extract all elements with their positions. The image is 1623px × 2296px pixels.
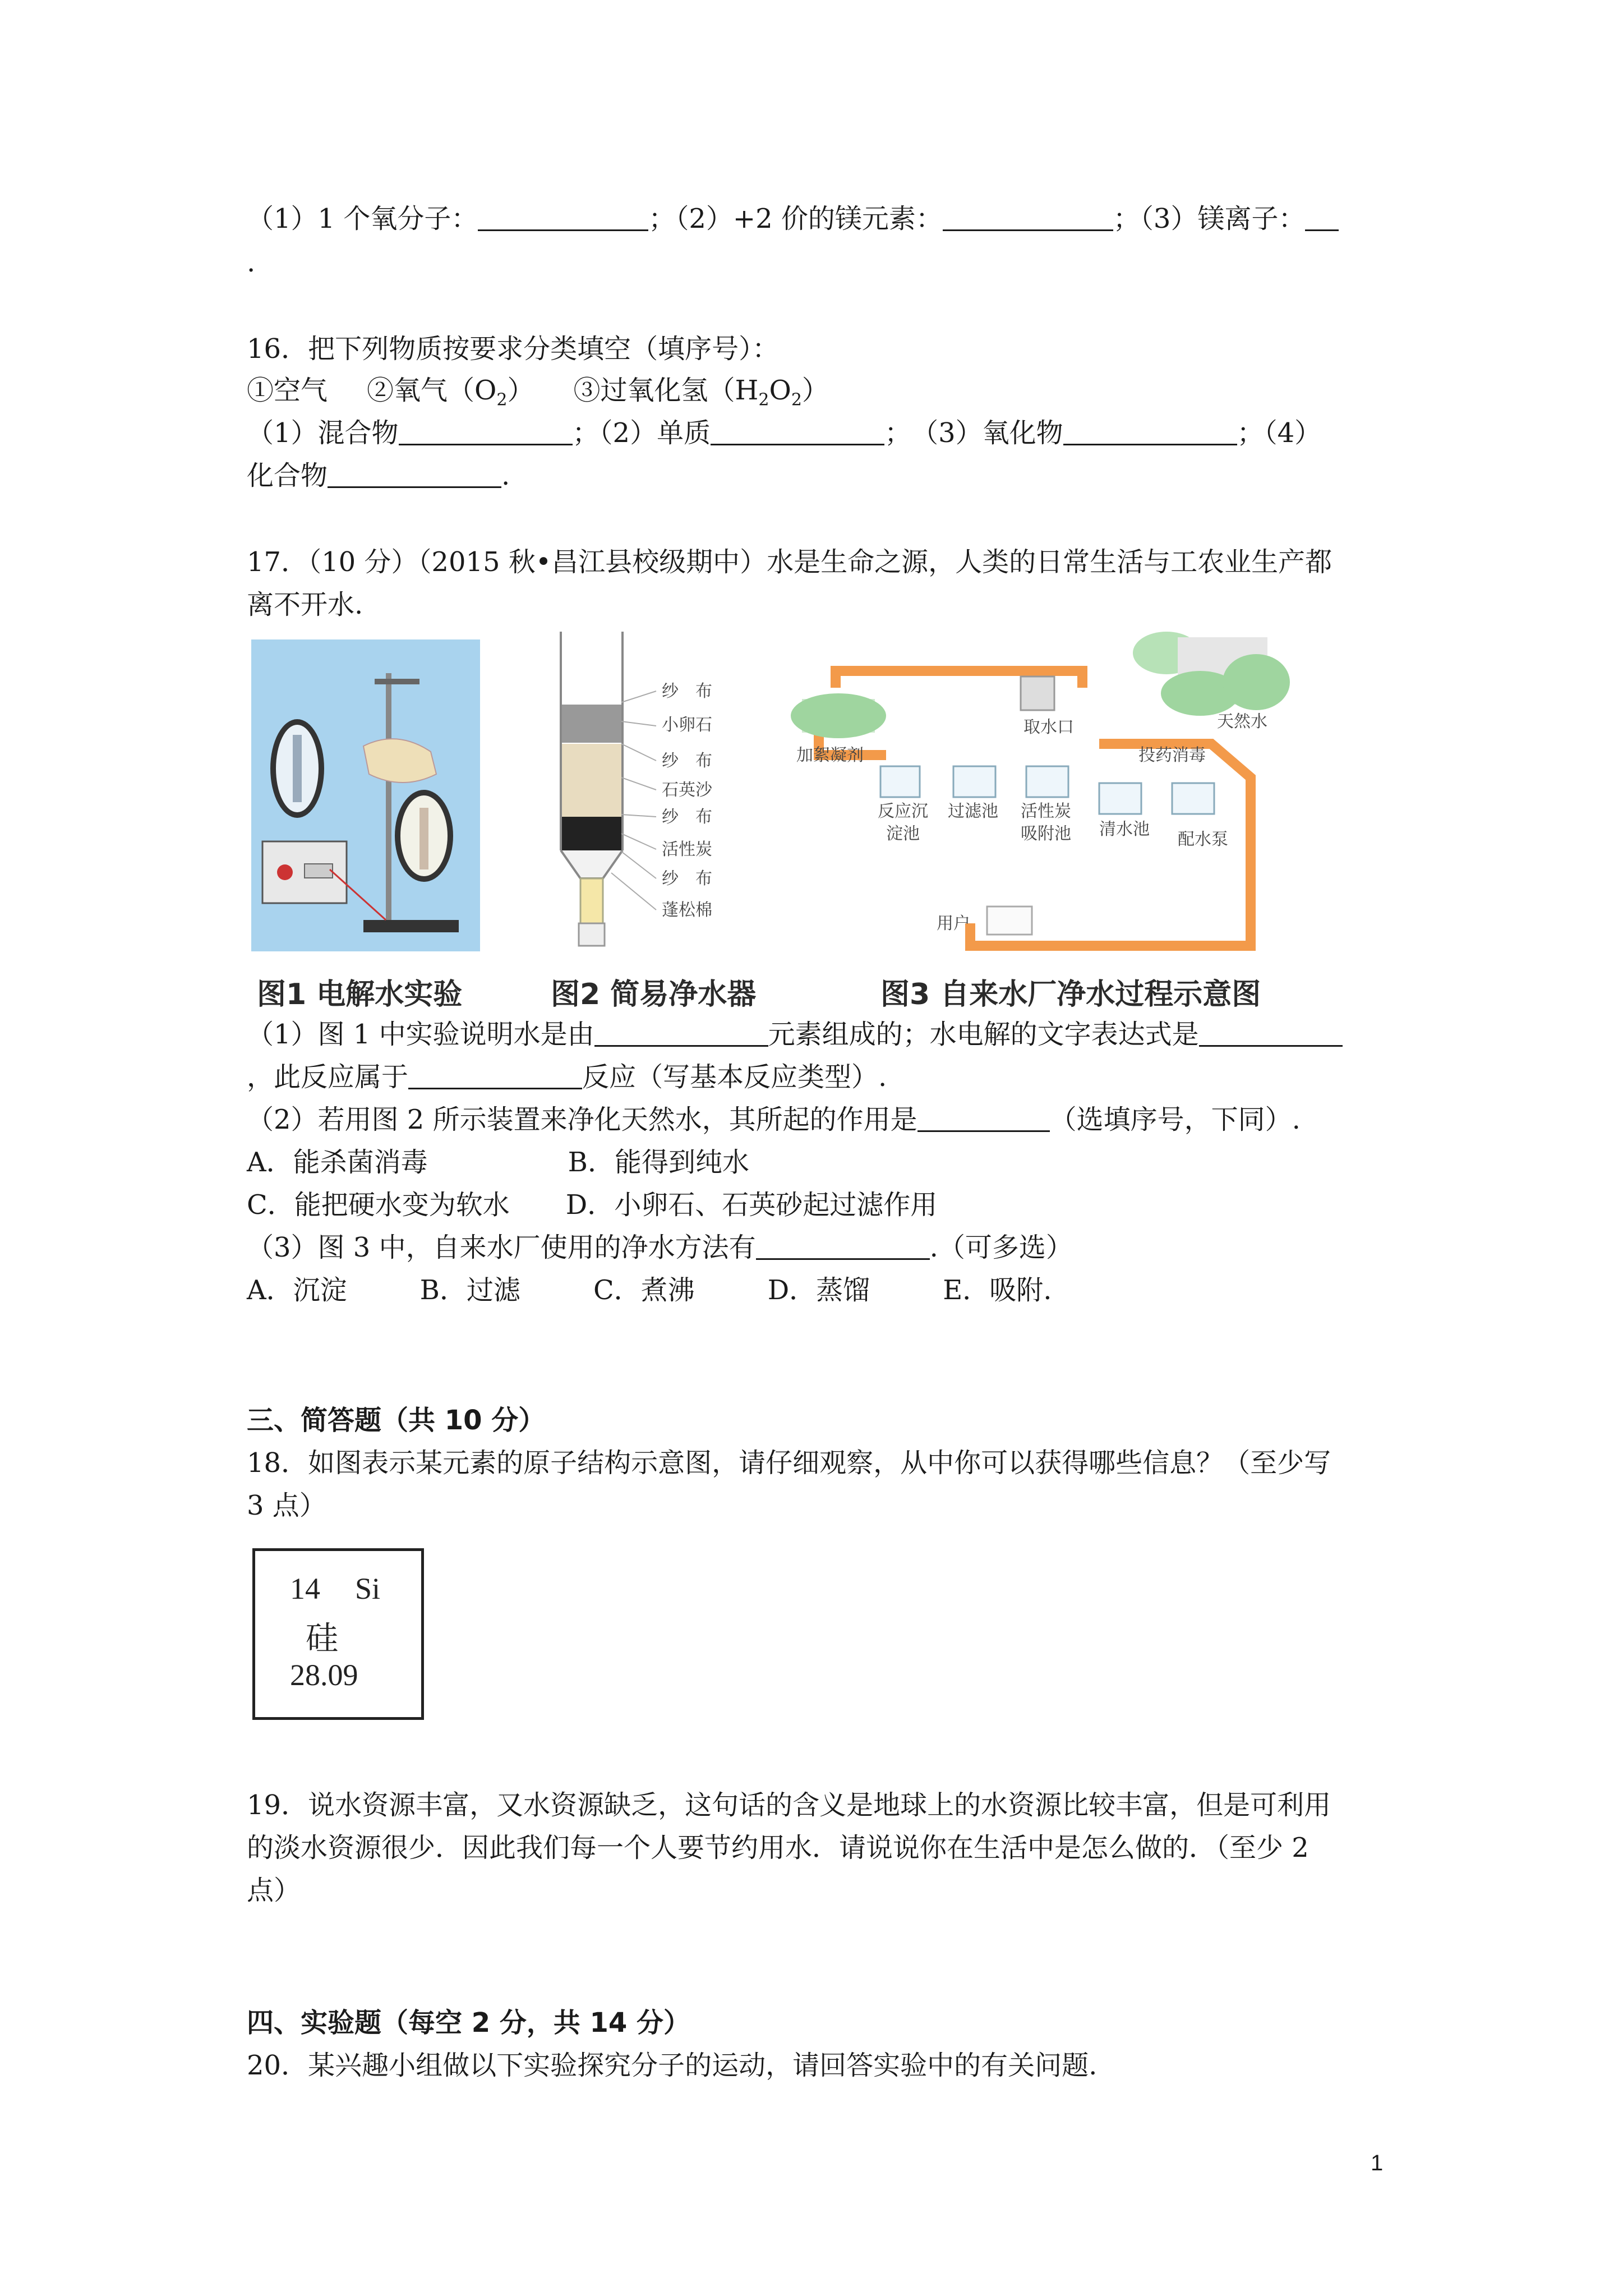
q16-blanks-line2: 化合物 . (247, 460, 510, 491)
waterworks-label: 取水口 (1023, 717, 1074, 737)
atomic-number: 14 (290, 1572, 320, 1605)
waterworks-label: 活性炭 (1021, 802, 1071, 821)
purifier-label: 纱 布 (662, 807, 712, 827)
substance-h2o2: ③过氧化氢$(H_2O_2)$ (573, 375, 829, 410)
q18-stem: 18．如图表示某元素的原子结构示意图，请仔细观察，从中你可以获得哪些信息？（至少写 (247, 1447, 1331, 1479)
waterworks-label: 用户 (937, 914, 970, 933)
waterworks-label: 天然水 (1217, 712, 1267, 731)
purifier-label: 蓬松棉 (662, 900, 712, 920)
element-name: 硅 (306, 1619, 339, 1657)
answer-blank[interactable] (1305, 205, 1339, 231)
answer-blank[interactable] (917, 1106, 1050, 1132)
answer-blank[interactable] (756, 1234, 930, 1260)
answer-blank[interactable] (1063, 419, 1237, 445)
waterworks-label: 投药消毒 (1138, 746, 1206, 765)
purifier-label: 纱 布 (662, 751, 712, 771)
q17-options-row2 (247, 1187, 937, 1223)
substance-air: ①空气 (247, 375, 328, 406)
answer-blank[interactable] (478, 205, 648, 231)
answer-blank[interactable] (408, 1063, 582, 1089)
q17-part3: （3）图 3 中，自来水厂使用的净水方法有 .（可多选） (247, 1232, 1073, 1263)
answer-blank[interactable] (1199, 1020, 1343, 1047)
waterworks-label: 加絮凝剂 (796, 746, 864, 765)
q17-stem2: 离不开水. (247, 589, 363, 620)
waterworks-label: 配水泵 (1178, 830, 1228, 849)
fig1-caption: 图1 电解水实验 (257, 978, 463, 1011)
purifier-label: 小卵石 (662, 715, 712, 735)
answer-blank[interactable] (399, 419, 573, 445)
q15-line-end: . (247, 247, 256, 278)
waterworks-label: 吸附池 (1021, 824, 1071, 844)
option-d: D．小卵石、石英砂起过滤作用 (565, 1189, 938, 1221)
element-symbol: Si (355, 1572, 381, 1605)
purifier-label: 纱 布 (662, 869, 712, 889)
page-number: 1 (1371, 2151, 1384, 2175)
fig2-caption: 图2 简易净水器 (551, 978, 757, 1011)
q17-stem: 17．（10 分）（2015 秋•昌江县校级期中）水是生命之源，人类的日常生活与工农业生产都 (247, 546, 1332, 578)
q15-part2: ；（2）+2 价的镁元素： (648, 203, 943, 234)
fig3-caption: 图3 自来水厂净水过程示意图 (880, 978, 1261, 1011)
q16-blanks-line: （1）混合物 ；（2）单质 ； （3）氧化物 ；（4） (247, 417, 1322, 449)
q17-options-row1 (247, 1144, 749, 1180)
waterworks-label: 淀池 (886, 824, 920, 844)
answer-blank[interactable] (711, 419, 884, 445)
waterworks-label: 清水池 (1099, 820, 1150, 839)
section4-title: 四、实验题（每空 2 分，共 14 分） (247, 2007, 691, 2039)
q17-part1: （1）图 1 中实验说明水是由 元素组成的；水电解的文字表达式是 (247, 1016, 1343, 1052)
figure-electrolysis (251, 639, 480, 951)
purifier-label: 活性炭 (662, 840, 712, 859)
waterworks-label: 过滤池 (948, 802, 998, 821)
answer-blank[interactable] (594, 1020, 768, 1047)
q15-line (247, 201, 1339, 237)
answer-blank[interactable] (328, 462, 501, 488)
q19-stem: 19．说水资源丰富，又水资源缺乏，这句话的含义是地球上的水资源比较丰富，但是可利用 (247, 1789, 1331, 1821)
q15-part3: ；（3）镁离子： (1113, 203, 1306, 234)
q19-stem3: 点） (247, 1875, 301, 1906)
q15-part1: （1）1 个氧分子： (247, 203, 478, 234)
element-card-silicon (252, 1548, 424, 1720)
q17-part1-cont: ，此反应属于 反应（写基本反应类型）. (247, 1061, 887, 1093)
option-b: B．能得到纯水 (568, 1147, 749, 1178)
answer-blank[interactable] (943, 205, 1113, 231)
q20-stem: 20．某兴趣小组做以下实验探究分子的运动，请回答实验中的有关问题. (247, 2050, 1098, 2081)
q18-stem2: 3 点） (247, 1490, 326, 1521)
waterworks-label: 反应沉 (878, 802, 928, 821)
figure-water-purifier (550, 632, 768, 957)
section3-title: 三、简答题（共 10 分） (247, 1405, 546, 1436)
q17-part2: （2）若用图 2 所示装置来净化天然水，其所起的作用是 （选填序号，下同）. (247, 1104, 1301, 1135)
option-a: A．能杀菌消毒 (247, 1147, 428, 1178)
figure-waterworks (785, 632, 1324, 963)
purifier-label: 石英沙 (662, 780, 712, 800)
atomic-mass: 28.09 (290, 1658, 358, 1692)
q16-stem: 16．把下列物质按要求分类填空（填序号）： (247, 333, 780, 365)
substance-oxygen: ②氧气$(O_2)$ (367, 375, 534, 410)
purifier-label: 纱 布 (662, 682, 712, 701)
q17-methods: A．沉淀 B．过滤 C．煮沸 D．蒸馏 E．吸附. (247, 1274, 1052, 1306)
q19-stem2: 的淡水资源很少．因此我们每一个人要节约用水．请说说你在生活中是怎么做的．（至少 2 (247, 1832, 1309, 1864)
option-c: C．能把硬水变为软水 (247, 1189, 510, 1221)
q16-substances (247, 372, 829, 418)
